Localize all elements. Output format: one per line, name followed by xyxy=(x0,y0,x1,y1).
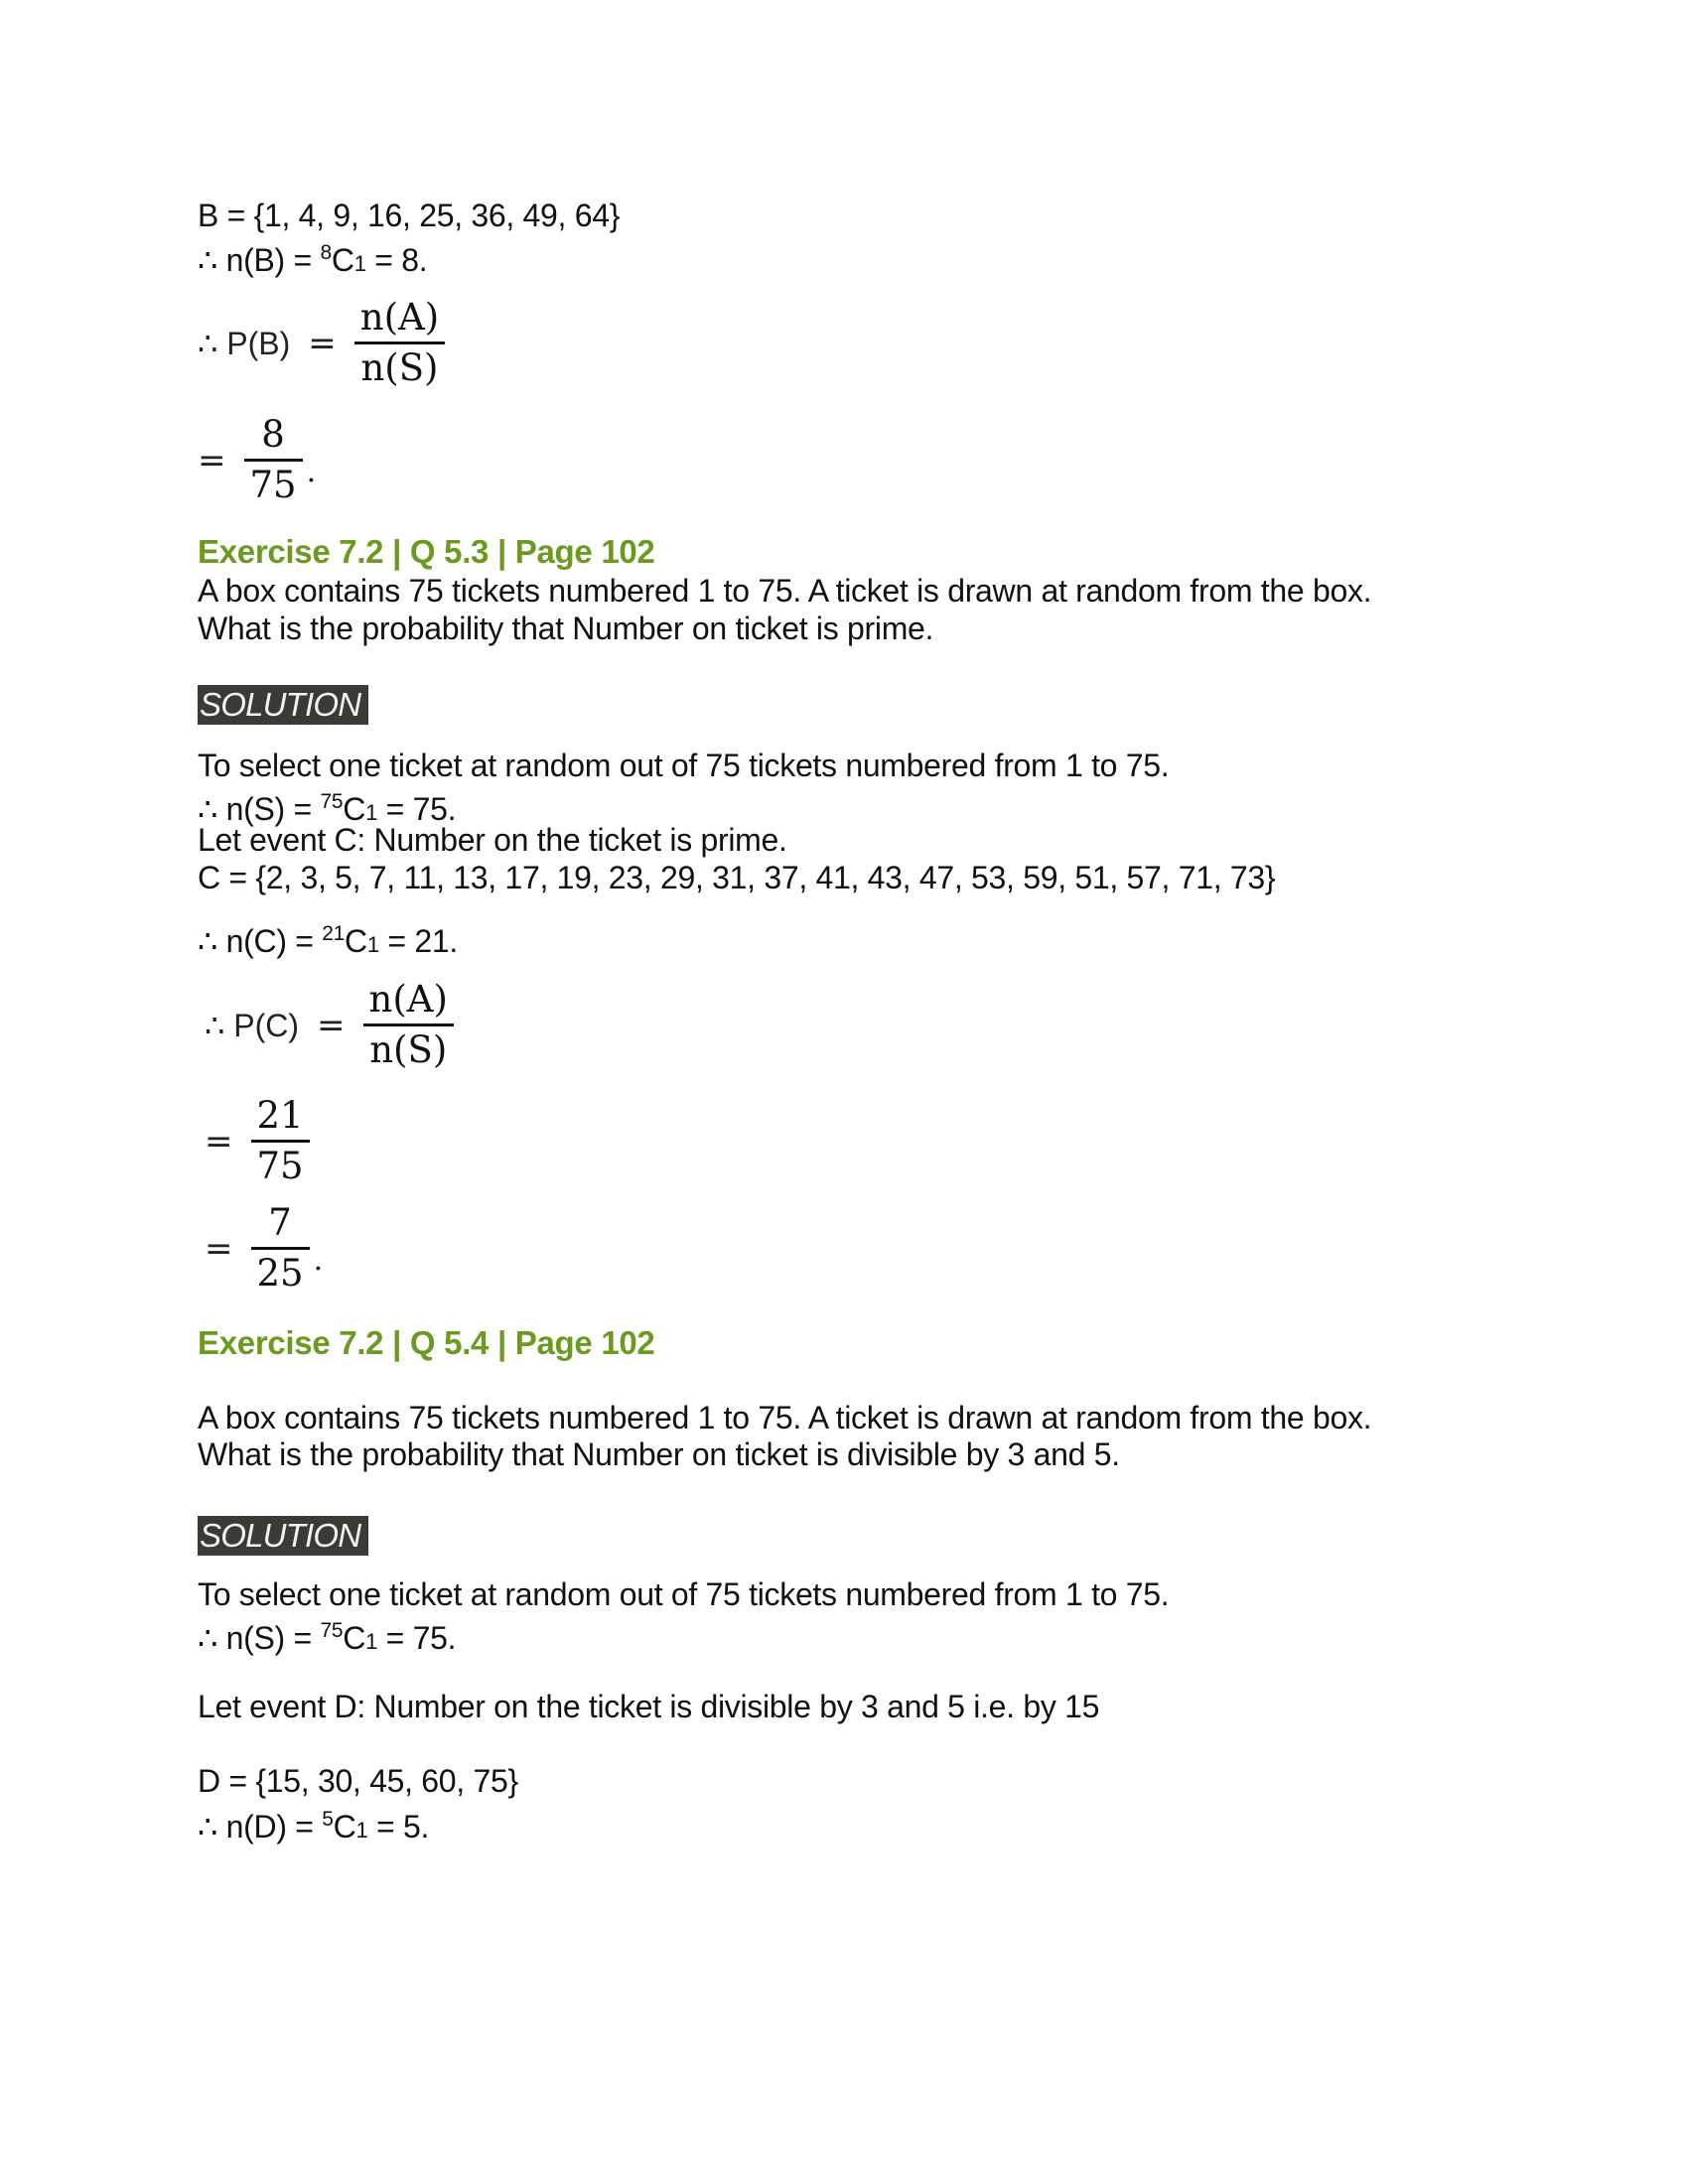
exercise-heading-q54: Exercise 7.2 | Q 5.4 | Page 102 xyxy=(198,1324,655,1361)
n-d-prefix: ∴ n(D) = xyxy=(198,1809,323,1844)
period: . xyxy=(313,1243,324,1278)
event-c-definition: Let event C: Number on the ticket is prime. xyxy=(198,822,787,858)
exercise-heading-q53: Exercise 7.2 | Q 5.3 | Page 102 xyxy=(198,533,655,570)
n-b-c: C xyxy=(331,242,354,278)
equals-sign: = xyxy=(317,1005,346,1045)
set-b: B = {1, 4, 9, 16, 25, 36, 49, 64} xyxy=(198,198,621,233)
event-d-definition: Let event D: Number on the ticket is divisible by 3 and 5 i.e. by 15 xyxy=(198,1689,1100,1724)
solution-label: SOLUTION xyxy=(198,1516,368,1556)
fraction-8-75 xyxy=(244,411,303,509)
denominator: n(S) xyxy=(369,1028,448,1071)
n-s-sup: 75 xyxy=(320,1619,344,1642)
n-b-equation xyxy=(198,234,427,283)
set-c: C = {2, 3, 5, 7, 11, 13, 17, 19, 23, 29, 31, 37, 41, 43, 47, 53, 59, 51, 57, 71, 73} xyxy=(198,860,1276,895)
denominator: n(S) xyxy=(360,346,439,389)
n-s-c: C xyxy=(343,1620,366,1656)
p-b-result xyxy=(198,411,316,509)
n-c-c: C xyxy=(345,923,367,959)
set-d: D = {15, 30, 45, 60, 75} xyxy=(198,1763,518,1799)
n-b-prefix: ∴ n(B) = xyxy=(198,242,321,278)
n-s-c: C xyxy=(343,791,366,827)
question-line-1: A box contains 75 tickets numbered 1 to 75. A ticket is drawn at random from the box. xyxy=(198,1400,1372,1435)
n-d-sub: 1 xyxy=(355,1818,368,1843)
question-line-1: A box contains 75 tickets numbered 1 to 75. A ticket is drawn at random from the box. xyxy=(198,573,1372,609)
numerator: 7 xyxy=(268,1201,292,1244)
n-b-suffix: = 8. xyxy=(365,242,428,278)
n-c-sub: 1 xyxy=(366,932,379,957)
period: . xyxy=(306,455,317,489)
n-s-suffix: = 75. xyxy=(377,1620,457,1656)
p-b-lhs: ∴ P(B) xyxy=(198,325,291,361)
denominator: 25 xyxy=(256,1252,304,1295)
denominator: 75 xyxy=(256,1145,304,1187)
question-line-2: What is the probability that Number on ticket is divisible by 3 and 5. xyxy=(198,1436,1120,1472)
n-s-sub: 1 xyxy=(365,800,377,825)
question-line-2: What is the probability that Number on ticket is prime. xyxy=(198,611,934,646)
solution-label: SOLUTION xyxy=(198,685,368,725)
n-s-sub: 1 xyxy=(365,1629,377,1654)
n-c-suffix: = 21. xyxy=(378,923,458,959)
n-c-prefix: ∴ n(C) = xyxy=(198,923,323,959)
n-d-sup: 5 xyxy=(322,1808,334,1831)
p-c-result xyxy=(205,1199,323,1297)
equals-sign: = xyxy=(205,1228,233,1269)
fraction-21-75 xyxy=(251,1092,310,1190)
fraction-na-ns xyxy=(354,294,445,392)
numerator: 21 xyxy=(256,1094,304,1137)
n-s-prefix: ∴ n(S) = xyxy=(198,1620,321,1656)
n-s-equation xyxy=(198,1612,456,1661)
n-b-sup: 8 xyxy=(320,241,332,264)
fraction-7-25 xyxy=(251,1199,310,1297)
numerator: n(A) xyxy=(359,296,440,339)
n-d-suffix: = 5. xyxy=(367,1809,430,1844)
numerator: n(A) xyxy=(368,978,448,1021)
n-b-sub: 1 xyxy=(353,251,366,276)
n-d-equation xyxy=(198,1801,429,1849)
n-c-sup: 21 xyxy=(322,922,346,945)
solution-intro: To select one ticket at random out of 75 tickets numbered from 1 to 75. xyxy=(198,748,1170,783)
p-c-step-21-75 xyxy=(205,1092,310,1190)
equals-sign: = xyxy=(198,440,226,480)
p-c-lhs: ∴ P(C) xyxy=(205,1007,300,1043)
denominator: 75 xyxy=(249,464,297,506)
n-s-sup: 75 xyxy=(320,790,344,813)
n-c-equation xyxy=(198,915,458,964)
n-s-suffix: = 75. xyxy=(377,791,457,827)
n-s-prefix: ∴ n(S) = xyxy=(198,791,321,827)
p-c-formula xyxy=(205,976,454,1074)
fraction-na-ns xyxy=(363,976,454,1074)
numerator: 8 xyxy=(261,413,285,456)
solution-intro: To select one ticket at random out of 75 tickets numbered from 1 to 75. xyxy=(198,1576,1170,1612)
n-d-c: C xyxy=(333,1809,356,1844)
p-b-formula xyxy=(198,294,445,392)
equals-sign: = xyxy=(308,323,337,363)
equals-sign: = xyxy=(205,1121,233,1161)
